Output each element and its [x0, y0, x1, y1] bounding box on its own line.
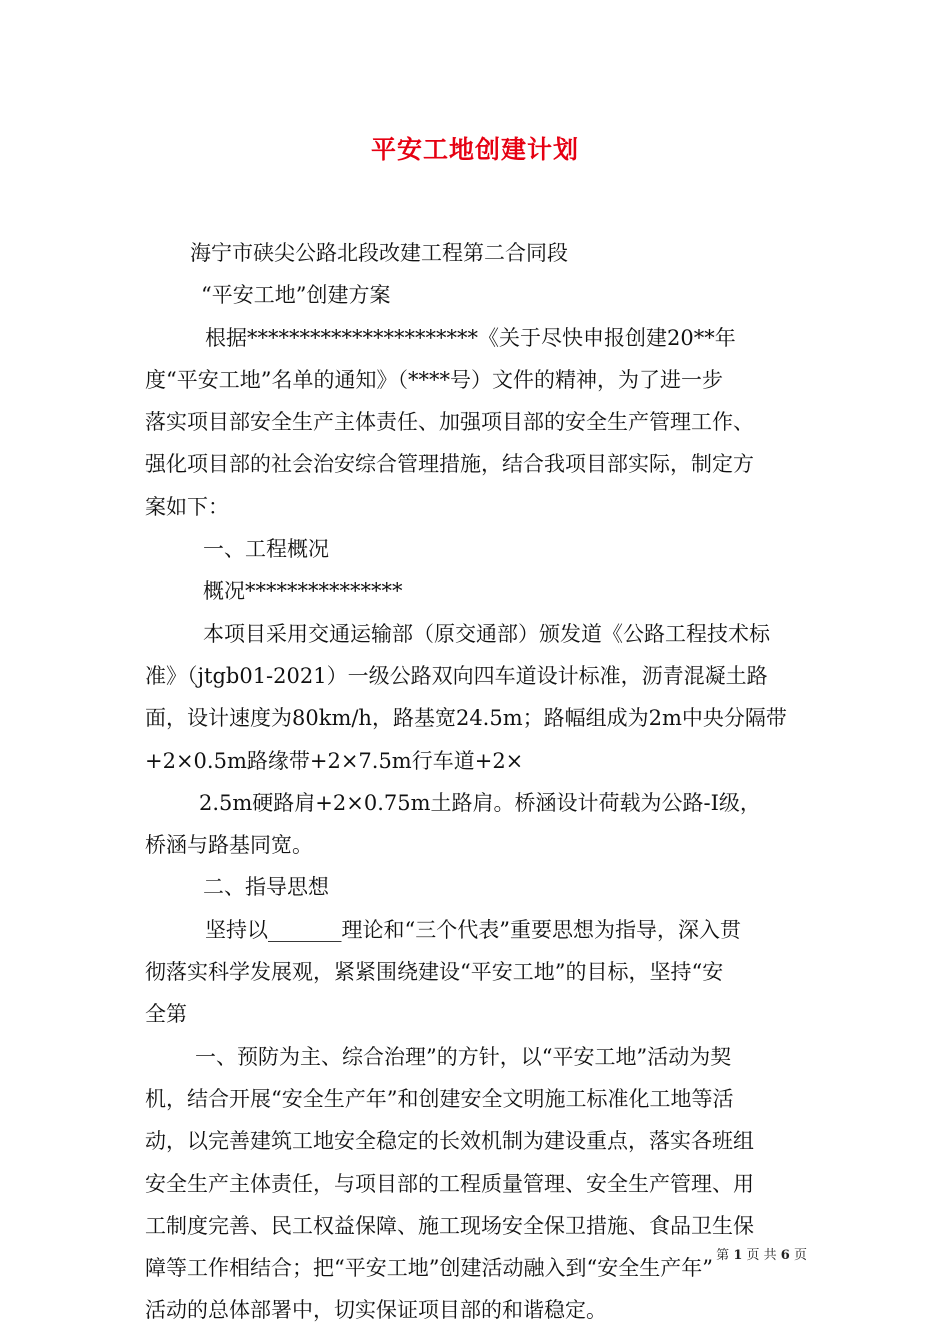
- text-line: 桥涵与路基同宽。: [145, 833, 313, 858]
- text-line: 海宁市硖尖公路北段改建工程第二合同段: [190, 241, 568, 265]
- text-line: 安全生产主体责任，与项目部的工程质量管理、安全生产管理、用: [145, 1171, 754, 1196]
- page-number-footer: [716, 1244, 807, 1263]
- text-line: 强化项目部的社会治安综合管理措施，结合我项目部实际，制定方: [145, 452, 754, 477]
- footer-middle: 页 共: [746, 1248, 777, 1263]
- text-line: 根据**********************《关于尽快申报创建20**年: [205, 325, 736, 350]
- document-title: 平安工地创建计划: [370, 135, 579, 164]
- text-line: 障等工作相结合；把“平安工地”创建活动融入到“安全生产年”: [145, 1256, 713, 1281]
- total-pages-number: 6: [780, 1248, 790, 1263]
- text-line: 工制度完善、民工权益保障、施工现场安全保卫措施、食品卫生保: [145, 1213, 754, 1238]
- text-line: 彻落实科学发展观，紧紧围绕建设“平安工地”的目标，坚持“安: [145, 960, 724, 985]
- text-line: 概况***************: [203, 579, 403, 604]
- section-heading: 二、指导思想: [203, 875, 329, 900]
- text-line: 面，设计速度为80km/h，路基宽24.5m；路幅组成为2m中央分隔带: [145, 706, 787, 731]
- footer-suffix: 页: [793, 1248, 807, 1263]
- text-line: 度“平安工地”名单的通知》（****号）文件的精神，为了进一步: [145, 367, 723, 392]
- text-line: 动，以完善建筑工地安全稳定的长效机制为建设重点，落实各班组: [145, 1129, 754, 1154]
- text-line: 2.5m硬路肩+2×0.75m土路肩。桥涵设计荷载为公路-Ⅰ级，: [199, 790, 761, 815]
- text-line: 落实项目部安全生产主体责任、加强项目部的安全生产管理工作、: [145, 410, 754, 435]
- section-heading: 一、工程概况: [203, 537, 329, 562]
- document-body: [145, 232, 807, 1332]
- text-line: 活动的总体部署中，切实保证项目部的和谐稳定。: [145, 1298, 607, 1323]
- text-line: 案如下：: [145, 494, 229, 519]
- current-page-number: 1: [733, 1248, 743, 1263]
- text-line: 一、预防为主、综合治理”的方针，以“平安工地”活动为契: [195, 1044, 732, 1069]
- text-line: 机，结合开展“安全生产年”和创建安全文明施工标准化工地等活: [145, 1086, 734, 1111]
- text-line: 准》（jtgb01-2021）一级公路双向四车道设计标准，沥青混凝土路: [145, 663, 768, 688]
- footer-prefix: 第: [716, 1248, 730, 1263]
- text-line: 全第: [145, 1002, 187, 1027]
- text-line: 本项目采用交通运输部（原交通部）颁发道《公路工程技术标: [203, 621, 770, 646]
- text-line: “平安工地”创建方案: [201, 283, 391, 308]
- text-line: 坚持以_______理论和“三个代表”重要思想为指导，深入贯: [205, 917, 741, 942]
- text-line: +2×0.5m路缘带+2×7.5m行车道+2×: [145, 748, 524, 773]
